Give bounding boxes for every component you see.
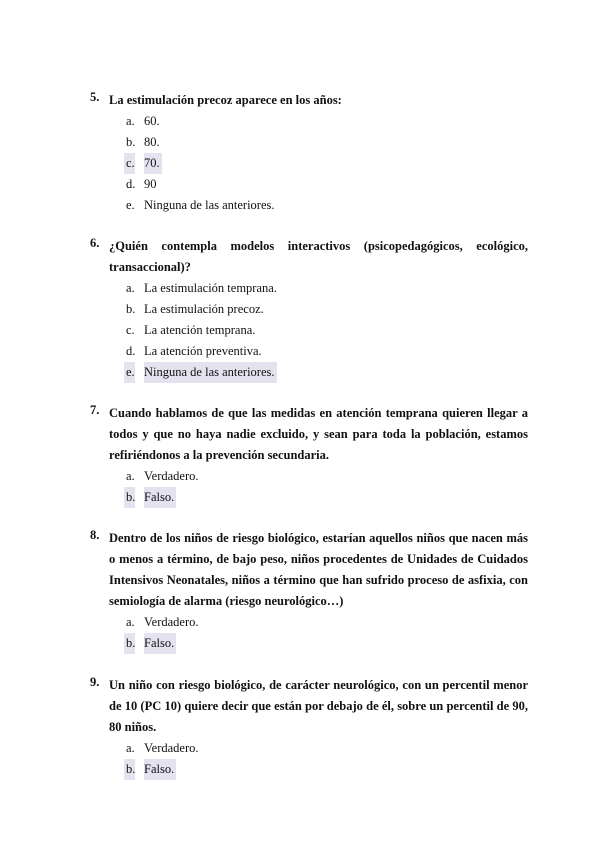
option-letter: e.	[124, 362, 135, 383]
option-letter: a.	[126, 469, 135, 483]
question-text: Dentro de los niños de riesgo biológico, estarían aquellos niños que nacen más o menos a término, de bajo peso, niños procedentes de Unidades de Cuidados Intensivos Neonatales, niños a término que han sufrido proceso de asfixia, con semiología de alarma (riesgo neurológico…)	[109, 531, 528, 608]
question-8	[90, 528, 528, 654]
option-text: Falso.	[144, 487, 176, 508]
question-text: La estimulación precoz aparece en los años:	[109, 93, 342, 107]
option-d[interactable]	[90, 174, 528, 195]
option-b[interactable]	[90, 299, 528, 320]
option-letter: b.	[126, 302, 136, 316]
option-letter: b.	[124, 759, 135, 780]
option-e-highlighted[interactable]	[90, 362, 528, 383]
option-c-highlighted[interactable]	[90, 153, 528, 174]
option-letter: c.	[126, 323, 135, 337]
options-list	[90, 738, 528, 780]
question-5	[90, 90, 528, 216]
option-text: Verdadero.	[144, 741, 199, 755]
option-letter: e.	[126, 198, 135, 212]
option-a[interactable]	[90, 278, 528, 299]
options-list	[90, 612, 528, 654]
question-number: 9.	[90, 675, 100, 689]
options-list	[90, 466, 528, 508]
option-letter: b.	[126, 135, 136, 149]
option-letter: c.	[124, 153, 135, 174]
question-text: Cuando hablamos de que las medidas en atención temprana quieren llegar a todos y que no haya nadie excluido, y sean para toda la población, estamos refiriéndonos a la prevención secundaria.	[109, 406, 528, 462]
question-number: 7.	[90, 403, 100, 417]
question-number: 8.	[90, 528, 100, 542]
option-text: La atención temprana.	[144, 323, 256, 337]
option-text: La atención preventiva.	[144, 344, 262, 358]
option-d[interactable]	[90, 341, 528, 362]
option-e[interactable]	[90, 195, 528, 216]
option-text: La estimulación temprana.	[144, 281, 277, 295]
option-text: 60.	[144, 114, 160, 128]
option-letter: a.	[126, 114, 135, 128]
question-9	[90, 675, 528, 780]
option-text: Verdadero.	[144, 469, 199, 483]
option-b-highlighted[interactable]	[90, 487, 528, 508]
option-text: Ninguna de las anteriores.	[144, 198, 275, 212]
question-7	[90, 403, 528, 508]
option-b-highlighted[interactable]	[90, 759, 528, 780]
option-text: Verdadero.	[144, 615, 199, 629]
option-text: Falso.	[144, 633, 176, 654]
option-a[interactable]	[90, 738, 528, 759]
question-text: ¿Quién contempla modelos interactivos (psicopedagógicos, ecológico, transaccional)?	[109, 239, 528, 274]
option-letter: b.	[124, 487, 135, 508]
option-b[interactable]	[90, 132, 528, 153]
option-text: Falso.	[144, 759, 176, 780]
option-letter: a.	[126, 281, 135, 295]
option-c[interactable]	[90, 320, 528, 341]
option-letter: a.	[126, 741, 135, 755]
question-6	[90, 236, 528, 383]
option-a[interactable]	[90, 111, 528, 132]
option-text: La estimulación precoz.	[144, 302, 264, 316]
option-letter: d.	[126, 344, 136, 358]
options-list	[90, 278, 528, 383]
option-a[interactable]	[90, 612, 528, 633]
option-b-highlighted[interactable]	[90, 633, 528, 654]
options-list	[90, 111, 528, 216]
question-number: 6.	[90, 236, 100, 250]
question-number: 5.	[90, 90, 100, 104]
option-letter: a.	[126, 615, 135, 629]
option-text: 90	[144, 177, 157, 191]
option-letter: d.	[126, 177, 136, 191]
option-text: Ninguna de las anteriores.	[144, 362, 277, 383]
question-text: Un niño con riesgo biológico, de carácter neurológico, con un percentil menor de 10 (PC 10) quiere decir que están por debajo de él, sobre un percentil de 90, 80 niños.	[109, 678, 528, 734]
option-text: 70.	[144, 153, 162, 174]
option-letter: b.	[124, 633, 135, 654]
option-text: 80.	[144, 135, 160, 149]
option-a[interactable]	[90, 466, 528, 487]
